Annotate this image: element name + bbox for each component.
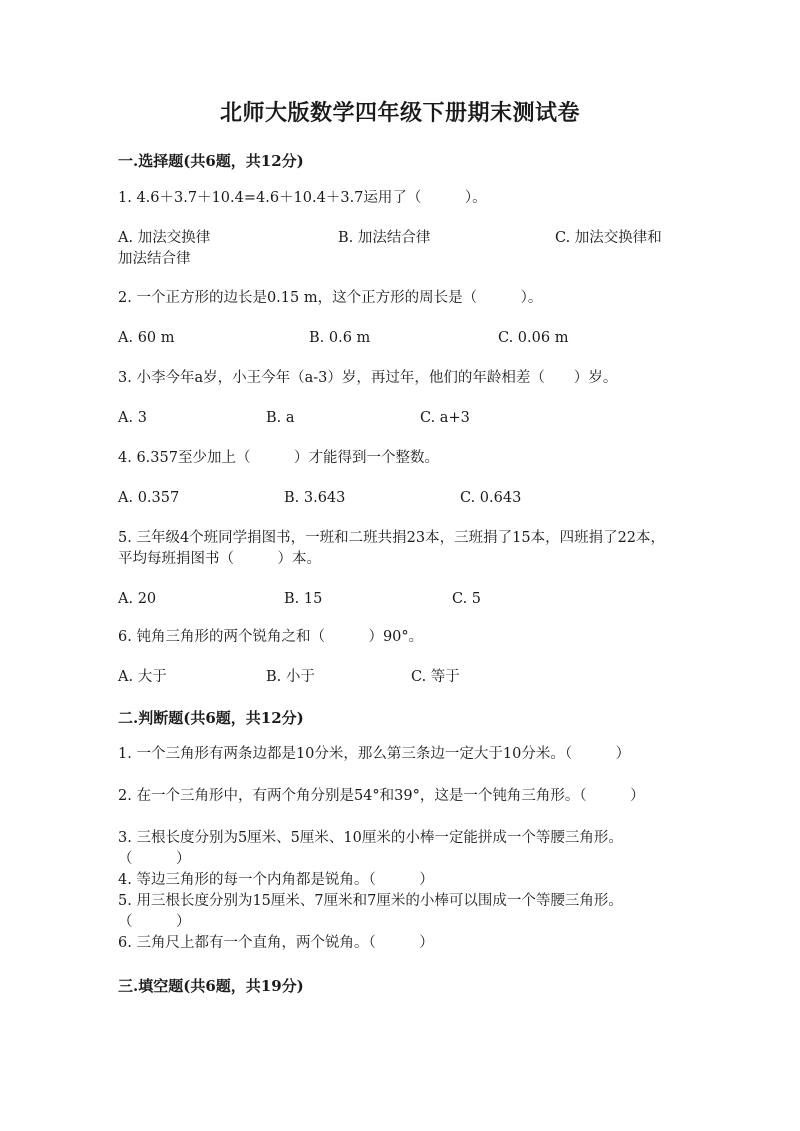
page-title: 北师大版数学四年级下册期末测试卷 <box>219 100 580 126</box>
choice-4-option-c: C. 0.643 <box>460 490 522 506</box>
section-heading-fill-blank: 三.填空题(共6题，共19分) <box>118 977 304 995</box>
choice-3-option-c: C. a+3 <box>420 410 470 426</box>
choice-1-option-b: B. 加法结合律 <box>338 230 431 246</box>
judgement-item-5: 5. 用三根长度分别为15厘米、7厘米和7厘米的小棒可以围成一个等腰三角形。（ ） <box>118 893 623 930</box>
choice-4-option-a: A. 0.357 <box>118 490 180 506</box>
choice-6-option-b: B. 小于 <box>266 669 315 685</box>
choice-question-3: 3. 小李今年a岁，小王今年（a-3）岁，再过年，他们的年龄相差（ ）岁。 <box>118 370 618 386</box>
choice-5-option-a: A. 20 <box>118 591 157 607</box>
choice-1-option-c: C. 加法交换律和 <box>555 230 662 246</box>
choice-3-option-b: B. a <box>266 410 295 426</box>
choice-1-option-a: A. 加法交换律 <box>118 230 211 246</box>
judgement-item-4: 4. 等边三角形的每一个内角都是锐角。（ ） <box>118 872 434 888</box>
choice-question-1: 1. 4.6＋3.7＋10.4=4.6＋10.4＋3.7运用了（ ）。 <box>118 190 487 206</box>
judgement-item-3: 3. 三根长度分别为5厘米、5厘米、10厘米的小棒一定能拼成一个等腰三角形。（ ） <box>118 830 623 867</box>
choice-2-option-c: C. 0.06 m <box>498 330 569 346</box>
choice-6-option-a: A. 大于 <box>118 669 167 685</box>
choice-question-6: 6. 钝角三角形的两个锐角之和（ ）90°。 <box>118 629 424 645</box>
section-heading-judgement: 二.判断题(共6题，共12分) <box>118 709 304 727</box>
judgement-item-2: 2. 在一个三角形中，有两个角分别是54°和39°，这是一个钝角三角形。（ ） <box>118 788 645 804</box>
choice-2-option-a: A. 60 m <box>118 330 175 346</box>
judgement-item-1: 1. 一个三角形有两条边都是10分米，那么第三条边一定大于10分米。（ ） <box>118 746 631 762</box>
choice-question-4: 4. 6.357至少加上（ ）才能得到一个整数。 <box>118 450 439 466</box>
choice-5-option-c: C. 5 <box>452 591 482 607</box>
choice-question-2: 2. 一个正方形的边长是0.15 m，这个正方形的周长是（ ）。 <box>118 290 543 306</box>
choice-6-option-c: C. 等于 <box>411 669 460 685</box>
section-heading-choice: 一.选择题(共6题，共12分) <box>118 152 304 170</box>
choice-1-option-c-cont: 加法结合律 <box>118 251 191 267</box>
choice-question-5: 5. 三年级4个班同学捐图书，一班和二班共捐23本，三班捐了15本，四班捐了22本，平均每班捐图书（ ）本。 <box>118 530 666 567</box>
judgement-item-6: 6. 三角尺上都有一个直角，两个锐角。（ ） <box>118 935 434 951</box>
choice-4-option-b: B. 3.643 <box>284 490 346 506</box>
choice-2-option-b: B. 0.6 m <box>309 330 371 346</box>
choice-5-option-b: B. 15 <box>284 591 323 607</box>
choice-3-option-a: A. 3 <box>118 410 147 426</box>
